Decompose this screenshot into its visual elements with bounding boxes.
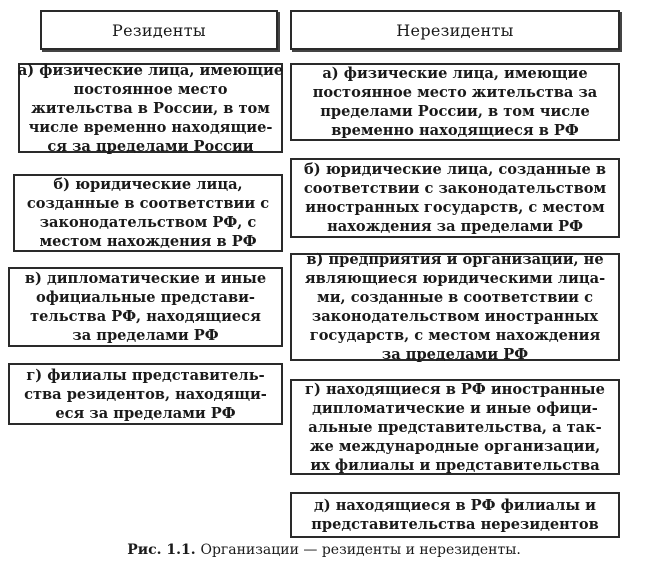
item-line: постоянное место [73, 80, 228, 98]
nonresidents-header [290, 10, 620, 50]
item-line: ся за пределами России [47, 137, 254, 155]
residents-item-b [13, 174, 283, 252]
item-line: дипломатические и иные офици- [312, 399, 598, 417]
item-line: числе временно находящие- [28, 118, 273, 136]
caption-text: Организации — резиденты и нерезиденты. [200, 542, 521, 558]
item-line: а) физические лица, имеющие [17, 61, 284, 79]
item-line: же международные организации, [309, 437, 601, 455]
item-line: д) находящиеся в РФ филиалы и [314, 497, 596, 514]
item-line: временно находящиеся в РФ [331, 122, 579, 139]
nonresidents-title: Нерезиденты [396, 20, 514, 40]
item-line: иностранных государств, с местом [305, 199, 605, 216]
residents-header [40, 10, 278, 50]
figure-caption [0, 542, 648, 558]
item-line: пределами России, в том числе [320, 103, 590, 120]
residents-title: Резиденты [112, 20, 206, 40]
item-line: государств, с местом нахождения [309, 327, 601, 344]
item-line: в) предприятия и организации, не [306, 251, 604, 268]
item-line: нахождения за пределами РФ [327, 218, 583, 235]
nonresidents-item-v [290, 253, 620, 361]
nonresidents-item-a [290, 63, 620, 141]
item-line: а) физические лица, имеющие [322, 65, 588, 82]
caption-label: Рис. 1.1. [127, 542, 196, 558]
nonresidents-item-d [290, 492, 620, 538]
item-line: альные представительства, а так- [308, 418, 602, 436]
item-line: тельства РФ, находящиеся [30, 308, 261, 325]
item-line: б) юридические лица, созданные в [304, 161, 606, 178]
item-line: за пределами РФ [381, 346, 529, 363]
residents-item-g [8, 363, 283, 425]
item-line: еся за пределами РФ [55, 404, 236, 422]
item-line: их филиалы и представительства [310, 456, 600, 474]
item-line: в) дипломатические и иные [24, 270, 267, 287]
item-line: законодательством РФ, с [39, 214, 257, 231]
nonresidents-item-b [290, 158, 620, 238]
nonresidents-item-g [290, 379, 620, 475]
item-line: официальные представи- [36, 289, 255, 306]
item-line: постоянное место жительства за [312, 84, 598, 101]
item-line: являющиеся юридическими лица- [304, 270, 606, 287]
item-line: г) филиалы представитель- [26, 366, 265, 384]
item-line: представительства нерезидентов [311, 516, 599, 533]
item-line: за пределами РФ [72, 327, 219, 344]
item-line: жительства в России, в том [31, 99, 270, 117]
item-line: законодательством иностранных [311, 308, 599, 325]
item-line: ми, созданные в соответствии с [317, 289, 593, 306]
residents-item-a [18, 63, 283, 153]
item-line: г) находящиеся в РФ иностранные [305, 380, 605, 398]
item-line: б) юридические лица, [53, 176, 243, 193]
item-line: созданные в соответствии с [26, 195, 270, 212]
residents-item-v [8, 267, 283, 347]
item-line: местом нахождения в РФ [39, 233, 257, 250]
item-line: соответствии с законодательством [303, 180, 607, 197]
item-line: ства резидентов, находящи- [24, 385, 267, 403]
